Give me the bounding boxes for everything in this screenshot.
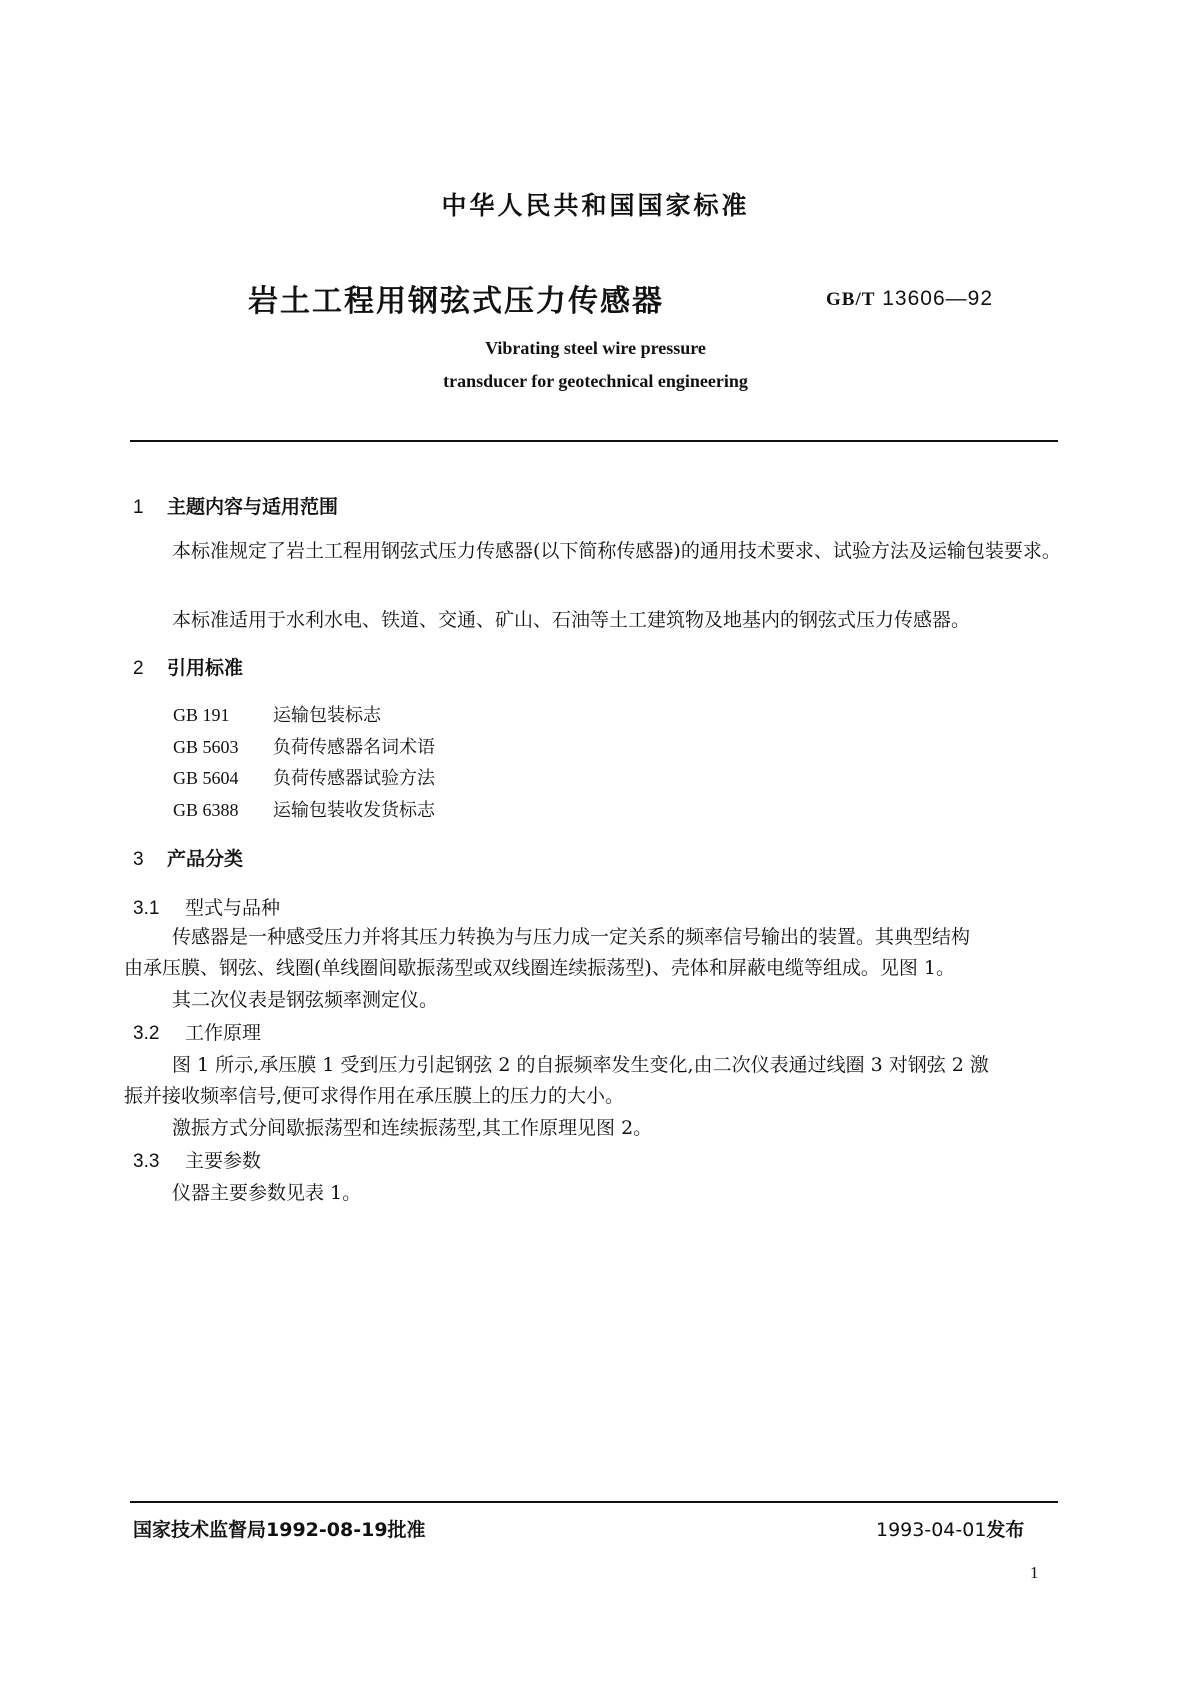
document-title-cn: 岩土工程用钢弦式压力传感器 <box>248 284 664 319</box>
subsection-title: 主要参数 <box>185 1150 262 1172</box>
section-1-paragraph-1: 本标准规定了岩土工程用钢弦式压力传感器(以下简称传感器)的通用技术要求、试验方法及运输包装要求。 <box>172 540 1061 562</box>
subsection-3-3-heading <box>133 1146 261 1173</box>
subsection-title: 型式与品种 <box>185 897 281 919</box>
subsection-3-2-line-3: 激振方式分间歇振荡型和连续振荡型,其工作原理见图 2。 <box>172 1117 653 1139</box>
subsection-3-1-line-3: 其二次仪表是钢弦频率测定仪。 <box>172 989 439 1011</box>
subsection-3-1-line-1: 传感器是一种感受压力并将其压力转换为与压力成一定关系的频率信号输出的装置。其典型结构 <box>172 926 971 948</box>
subsection-3-2-heading <box>133 1018 261 1045</box>
reference-item <box>173 796 435 822</box>
header-divider <box>130 440 1058 442</box>
subsection-3-3-line-1: 仪器主要参数见表 1。 <box>172 1182 362 1204</box>
standard-prefix: GB/T <box>826 289 876 310</box>
footer-divider <box>130 1501 1058 1503</box>
release-date: 1993-04-01 <box>876 1519 987 1541</box>
section-3-heading <box>133 844 243 871</box>
reference-code: GB 5604 <box>173 768 239 788</box>
standard-number: 13606—92 <box>882 287 994 310</box>
reference-name: 运输包装标志 <box>273 705 381 726</box>
section-number: 2 <box>133 658 144 679</box>
subsection-number: 3.2 <box>133 1023 160 1044</box>
release-statement <box>876 1515 1024 1542</box>
subsection-number: 3.1 <box>133 898 160 919</box>
subsection-3-2-line-2: 振并接收频率信号,便可求得作用在承压膜上的压力的大小。 <box>124 1085 625 1107</box>
subsection-3-1-heading <box>133 893 280 920</box>
subsection-title: 工作原理 <box>185 1022 262 1044</box>
reference-name: 运输包装收发货标志 <box>273 800 435 821</box>
document-title-en-line1: Vibrating steel wire pressure <box>485 338 706 358</box>
reference-name: 负荷传感器试验方法 <box>273 768 435 789</box>
reference-item <box>173 701 381 727</box>
standard-code <box>826 287 993 311</box>
section-1-heading <box>133 492 338 519</box>
page-number: 1 <box>1030 1563 1039 1582</box>
section-number: 1 <box>133 497 144 518</box>
subsection-number: 3.3 <box>133 1151 160 1172</box>
section-title: 主题内容与适用范围 <box>167 496 339 518</box>
approval-statement: 国家技术监督局1992-08-19批准 <box>133 1519 426 1541</box>
reference-item <box>173 733 435 759</box>
reference-code: GB 5603 <box>173 737 239 757</box>
subsection-3-1-line-2: 由承压膜、钢弦、线圈(单线圈间歇振荡型或双线圈连续振荡型)、壳体和屏蔽电缆等组成。见图 1。 <box>124 957 955 979</box>
document-title-en-line2: transducer for geotechnical engineering <box>443 371 748 391</box>
reference-name: 负荷传感器名词术语 <box>273 737 435 758</box>
release-label: 发布 <box>986 1519 1025 1541</box>
reference-code: GB 191 <box>173 705 230 725</box>
section-title: 产品分类 <box>167 848 244 870</box>
issuing-authority: 中华人民共和国国家标准 <box>441 191 750 220</box>
reference-item <box>173 764 435 790</box>
section-1-paragraph-2: 本标准适用于水利水电、铁道、交通、矿山、石油等土工建筑物及地基内的钢弦式压力传感器。 <box>172 609 971 631</box>
section-number: 3 <box>133 849 144 870</box>
section-title: 引用标准 <box>167 657 244 679</box>
subsection-3-2-line-1: 图 1 所示,承压膜 1 受到压力引起钢弦 2 的自振频率发生变化,由二次仪表通过线圈 3 对钢弦 2 激 <box>172 1054 989 1076</box>
section-2-heading <box>133 653 243 680</box>
reference-code: GB 6388 <box>173 800 239 820</box>
